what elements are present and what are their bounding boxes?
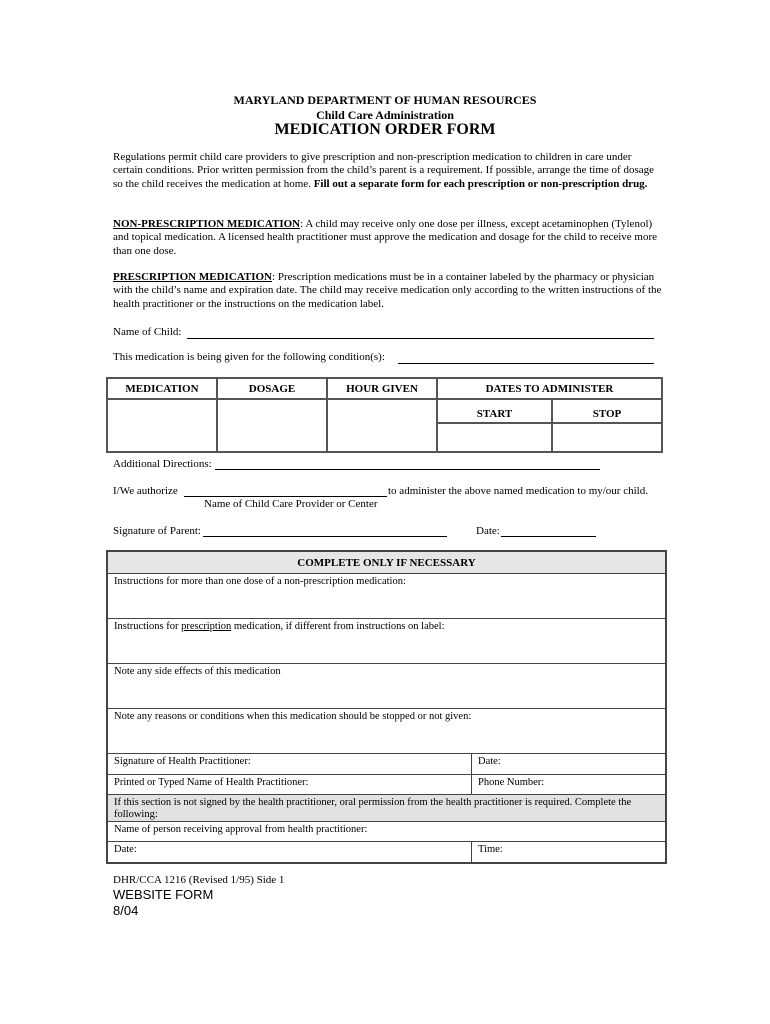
start-cell[interactable] <box>437 423 552 452</box>
approval-time-field[interactable] <box>472 842 509 862</box>
date-time-row <box>108 841 665 862</box>
provider-caption: Name of Child Care Provider or Center <box>204 498 378 510</box>
footer-date: 8/04 <box>113 903 139 918</box>
department-name: MARYLAND DEPARTMENT OF HUMAN RESOURCES <box>233 93 537 107</box>
parent-date-label: Date: <box>476 525 500 537</box>
side-effects-note[interactable] <box>108 663 665 708</box>
condition-field[interactable] <box>398 363 654 364</box>
parent-signature-label: Signature of Parent: <box>113 525 201 537</box>
nonprescription-heading: NON-PRESCRIPTION MEDICATION <box>113 218 301 230</box>
parent-date-field[interactable] <box>501 536 596 537</box>
oral-permission-note: If this section is not signed by the health practitioner, oral permission from the health practitioner is required. Complete the following: <box>108 794 665 821</box>
condition-label: This medication is being given for the following condition(s): <box>113 351 385 363</box>
hp-signature-field[interactable] <box>108 754 472 774</box>
parent-signature-field[interactable] <box>203 536 447 537</box>
prescription-heading: PRESCRIPTION MEDICATION <box>113 271 273 283</box>
hp-phone-field[interactable] <box>472 775 550 794</box>
stop-cell[interactable] <box>552 423 662 452</box>
form-code: DHR/CCA 1216 (Revised 1/95) Side 1 <box>113 874 285 886</box>
additional-directions-label: Additional Directions: <box>113 458 212 470</box>
stop-reasons-note[interactable] <box>108 708 665 753</box>
intro-text: Regulations permit child care providers to give prescription and non-prescription medication to children in care under certain conditions. Prior written permission from the child’s parent is a requirement. If possible, arrange the time of dosage so the child receives the medication at home. <box>113 151 654 190</box>
dosage-cell[interactable] <box>217 399 327 452</box>
prescription-paragraph <box>113 271 663 311</box>
approval-date-field[interactable] <box>108 842 472 862</box>
division-name: Child Care Administration <box>316 108 454 122</box>
nonprescription-text: : A child may receive only one dose per illness, except acetaminophen (Tylenol) and topical medication. A licensed health practitioner must approve the medication and dosage for the child to receive more than one dose. <box>113 218 658 257</box>
additional-directions-field[interactable] <box>215 469 600 470</box>
col-start: START <box>437 399 552 423</box>
stop-reasons-label: Note any reasons or conditions when this medication should be stopped or not given: <box>114 711 472 722</box>
nonprescription-instructions[interactable] <box>108 573 665 618</box>
hp-signature-label: Signature of Health Practitioner: <box>114 756 251 767</box>
medication-table <box>106 377 663 453</box>
col-dosage: DOSAGE <box>217 378 327 399</box>
website-form-label: WEBSITE FORM <box>113 887 214 902</box>
hp-phone-label: Phone Number: <box>478 777 545 788</box>
receiver-name-field[interactable] <box>108 821 665 841</box>
prescription-instructions-word: prescription <box>181 621 232 632</box>
intro-bold: Fill out a separate form for each prescription or non-prescription drug. <box>313 177 648 190</box>
hp-signature-row <box>108 753 665 774</box>
prescription-text: : Prescription medications must be in a container labeled by the pharmacy or physician with the child’s name and expiration date. The child may receive medication only according to the written instructions of the health practitioner or the instructions on the medication label. <box>113 271 662 310</box>
approval-date-label: Date: <box>114 844 137 855</box>
receiver-name-label: Name of person receiving approval from health practitioner: <box>114 824 368 835</box>
col-medication: MEDICATION <box>107 378 217 399</box>
complete-if-necessary-section <box>106 550 667 864</box>
prescription-instructions-prefix: Instructions for <box>114 621 182 632</box>
hp-name-row <box>108 774 665 794</box>
col-stop: STOP <box>552 399 662 423</box>
authorize-suffix: to administer the above named medication to my/our child. <box>388 485 648 497</box>
authorize-prefix: I/We authorize <box>113 485 178 497</box>
nonprescription-paragraph <box>113 218 663 258</box>
hp-date-label: Date: <box>478 756 501 767</box>
prescription-instructions[interactable] <box>108 618 665 663</box>
approval-time-label: Time: <box>478 844 503 855</box>
hp-name-field[interactable] <box>108 775 472 794</box>
col-hour-given: HOUR GIVEN <box>327 378 437 399</box>
child-name-field[interactable] <box>187 338 654 339</box>
provider-name-field[interactable] <box>184 496 387 497</box>
nonprescription-instructions-label: Instructions for more than one dose of a non-prescription medication: <box>114 576 406 587</box>
side-effects-label: Note any side effects of this medication <box>114 666 281 677</box>
hp-date-field[interactable] <box>472 754 507 774</box>
medication-cell[interactable] <box>107 399 217 452</box>
hour-given-cell[interactable] <box>327 399 437 452</box>
form-title: MEDICATION ORDER FORM <box>274 121 496 138</box>
hp-name-label: Printed or Typed Name of Health Practitioner: <box>114 777 309 788</box>
section-title: COMPLETE ONLY IF NECESSARY <box>108 552 665 573</box>
prescription-instructions-suffix: medication, if different from instructions on label: <box>231 621 445 632</box>
intro-paragraph <box>113 151 663 191</box>
col-dates: DATES TO ADMINISTER <box>437 378 662 399</box>
child-name-label: Name of Child: <box>113 326 182 338</box>
